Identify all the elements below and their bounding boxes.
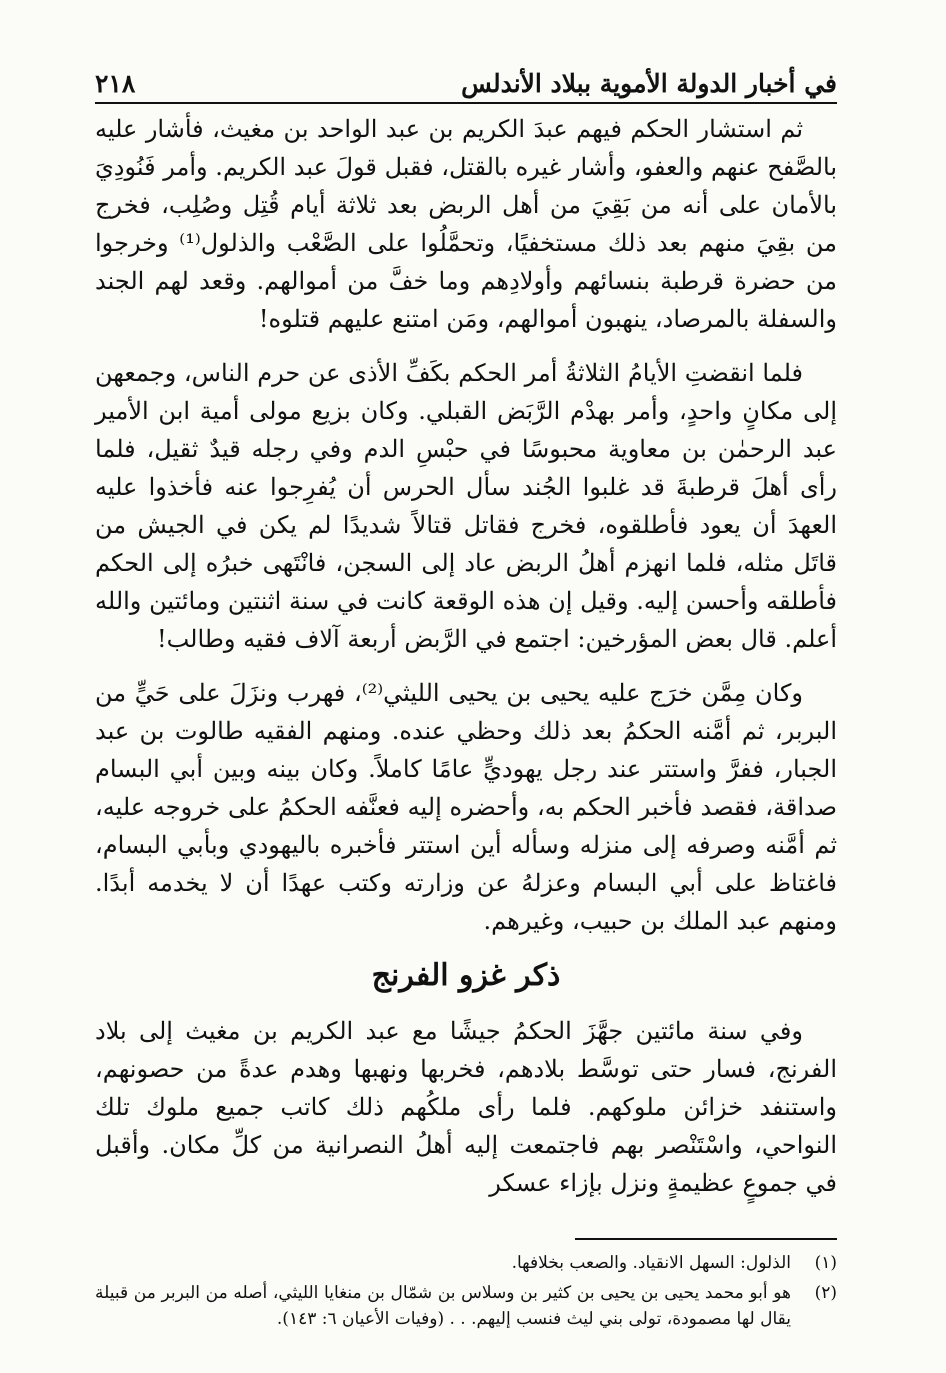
paragraph-1: ثم استشار الحكم فيهم عبدَ الكريم بن عبد الواحد بن مغيث، فأشار عليه بالصَّفح عنهم والعفو، وأشار غيره بالقتل، فقبل قولَ عبد الكريم. وأمر فَنُودِيَ بالأمان على أنه من بَقِيَ من أهل الربض بعد ثلاثة أيام قُتِل وصُلِب، فخرج من بقِيَ منهم بعد ذلك مستخفيًا، وتحمَّلُوا على الصَّعْب والذلول⁽¹⁾ وخرجوا من حضرة قرطبة بنسائهم وأولادِهم وما خفَّ من أموالهم. وقعد لهم الجند والسفلة بالمرصاد، ينهبون أموالهم، ومَن امتنع عليهم قتلوه!	[95, 115, 837, 333]
running-title: في أخبار الدولة الأموية ببلاد الأندلس	[461, 69, 837, 98]
footnote-1	[95, 1250, 837, 1276]
book-page	[95, 60, 837, 1336]
paragraph-3: وكان مِمَّن خرَج عليه يحيى بن يحيى الليثي⁽²⁾، فهرب ونزَلَ على حَيٍّ من البربر، ثم أمَّنه الحكمُ بعد ذلك وحظي عنده. ومنهم الفقيه طالوت بن عبد الجبار، ففرَّ واستتر عند رجل يهوديٍّ عامًا كاملاً. وكان بينه وبين أبي البسام صداقة، فقصد فأخبر الحكم به، وأحضره إليه فعنَّفه الحكمُ على خروجه عليه، ثم أمَّنه وصرفه إلى منزله وسأله أين استتر فأخبره باليهودي وبأبي البسام، فاغتاظ على أبي البسام وعزلهُ عن وزارته وكتب عهدًا أن لا يخدمه أبدًا. ومنهم عبد الملك بن حبيب، وغيرهم.	[95, 679, 838, 935]
page-number: ٢١٨	[95, 69, 136, 98]
footnote-text: الذلول: السهل الانقياد. والصعب بخلافها.	[511, 1253, 791, 1273]
main-text	[95, 110, 837, 1202]
paragraph-4: وفي سنة مائتين جهَّزَ الحكمُ جيشًا مع عبد الكريم بن مغيث إلى بلاد الفرنج، فسار حتى توسَّط بلادهم، فخربها ونهبها وهدم عدةً من حصونهم، واستنفد خزائن ملوكهم. فلما رأى ملكُهم ذلك كاتب جميع ملوك تلك النواحي، واسْتَنْصر بهم فاجتمعت إليه أهلُ النصرانية من كلِّ مكان. وأقبل في جموعٍ عظيمةٍ ونزل بإزاء عسكر	[95, 1017, 837, 1197]
footnote-text: هو أبو محمد يحيى بن يحيى بن كثير بن وسلاس بن شمّال بن منغايا الليثي، أصله من البربر من قبيلة يقال لها مصمودة، تولى بني ليث فنسب إليهم. . . (وفيات الأعيان ٦: ١٤٣).	[95, 1283, 791, 1329]
footnote-2	[95, 1280, 837, 1332]
footnotes	[95, 1250, 837, 1332]
footnote-separator	[575, 1238, 837, 1240]
page-header	[95, 60, 837, 104]
section-heading: ذكر غزو الفرنج	[371, 958, 561, 993]
footnote-number: (٢)	[814, 1283, 837, 1303]
paragraph-2: فلما انقضتِ الأيامُ الثلاثةُ أمر الحكم بكَفِّ الأذى عن حرم الناس، وجمعهن إلى مكانٍ واحدٍ، وأمر بهدْم الرَّبَض القبلي. وكان بزيع مولى أمية ابن الأمير عبد الرحمٰن بن معاوية محبوسًا في حبْسِ الدم وفي رجله قيدٌ ثقيل، فلما رأى أهلَ قرطبةَ قد غلبوا الجُند سأل الحرس أن يُفرِجوا عنه فأخذوا عليه العهدَ أن يعود فأطلقوه، فخرج فقاتل قتالاً شديدًا لم يكن في الجيش من قاتَل مثله، فلما انهزم أهلُ الربض عاد إلى السجن، فانْتَهى خبرُه إلى الحكم فأطلقه وأحسن إليه. وقيل إن هذه الوقعة كانت في سنة اثنتين ومائتين والله أعلم. قال بعض المؤرخين: اجتمع في الرَّبض أربعة آلاف فقيه وطالب!	[95, 359, 837, 653]
footnote-number: (١)	[814, 1253, 837, 1273]
